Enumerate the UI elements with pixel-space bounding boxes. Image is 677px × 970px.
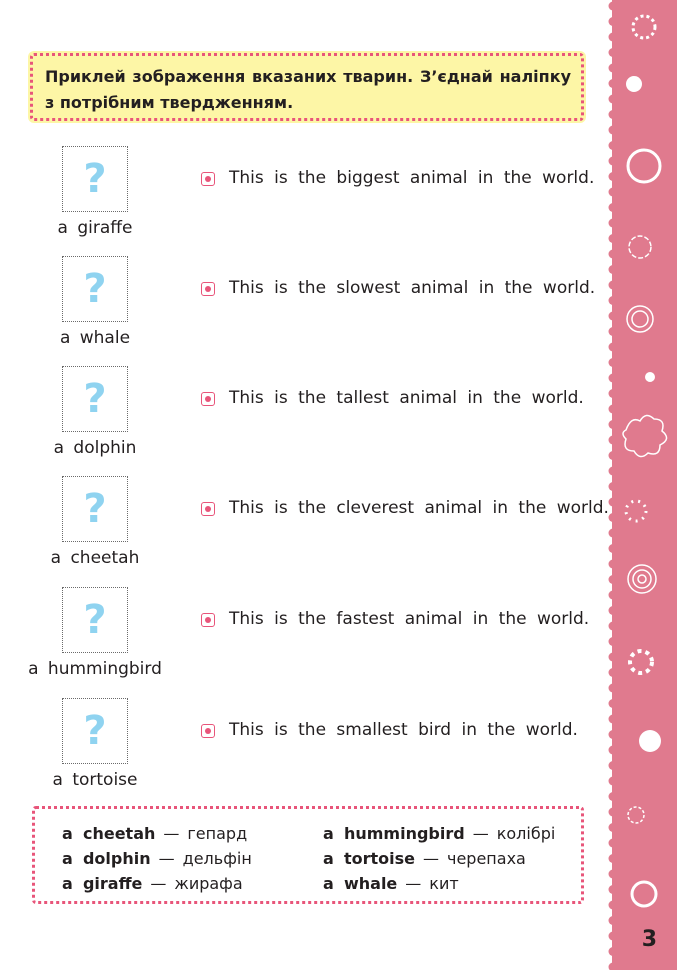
glossary-item (323, 846, 555, 871)
sticker-placeholder[interactable] (62, 256, 128, 322)
ring-icon (628, 150, 660, 182)
statement-text: This is the smallest bird in the world. (229, 720, 578, 740)
glossary-word: cheetah (82, 824, 156, 843)
glossary-translation: кит (429, 874, 459, 893)
decorative-circles (616, 0, 677, 970)
glossary-article: a (323, 824, 334, 843)
glossary-translation: жирафа (174, 874, 243, 893)
exercise-row (0, 146, 600, 256)
statement-text: This is the biggest animal in the world. (229, 168, 595, 188)
glossary-word: hummingbird (343, 824, 465, 843)
glossary-article: a (62, 824, 73, 843)
animal-name: a cheetah (50, 548, 140, 568)
question-mark-icon: ? (83, 486, 107, 532)
glossary-dash: — (405, 874, 422, 893)
glossary-translation: черепаха (447, 849, 526, 868)
animal-name: a dolphin (53, 438, 137, 458)
glossary-box (32, 806, 584, 904)
connection-point-icon[interactable] (201, 282, 215, 296)
sticker-placeholder[interactable] (62, 698, 128, 764)
statement-text: This is the tallest animal in the world. (229, 388, 584, 408)
animal-name: a giraffe (57, 218, 133, 238)
small-dot-icon (645, 372, 655, 382)
exercise-row (0, 698, 600, 808)
question-mark-icon: ? (83, 597, 107, 643)
dot-icon (626, 76, 642, 92)
double-ring-icon (627, 306, 653, 332)
connection-point-icon[interactable] (201, 172, 215, 186)
instruction-box: Приклей зображення вказаних тварин. З’єднай наліпку з потрібним твердженням. (30, 53, 584, 121)
question-mark-icon: ? (83, 266, 107, 312)
glossary-article: a (323, 849, 334, 868)
glossary-article: a (62, 874, 73, 893)
sticker-placeholder[interactable] (62, 366, 128, 432)
flower-ring-icon (629, 236, 651, 258)
animal-name: a whale (59, 328, 131, 348)
glossary-word: tortoise (343, 849, 415, 868)
dotted-circle-icon (626, 501, 646, 521)
question-mark-icon: ? (83, 708, 107, 754)
animal-name: a hummingbird (28, 659, 162, 679)
sticker-placeholder[interactable] (62, 476, 128, 542)
connection-point-icon[interactable] (201, 502, 215, 516)
glossary-translation: колібрі (496, 824, 556, 843)
connection-point-icon[interactable] (201, 613, 215, 627)
glossary-translation: гепард (187, 824, 248, 843)
glossary-item (323, 821, 555, 846)
statement-text: This is the slowest animal in the world. (229, 278, 596, 298)
glossary-article: a (62, 849, 73, 868)
glossary-translation: дельфін (182, 849, 252, 868)
dotted-ring-icon (633, 16, 655, 38)
page-number: 3 (641, 927, 657, 952)
exercise-row (0, 587, 600, 697)
dashed-ring-icon (630, 651, 652, 673)
glossary-word: giraffe (82, 874, 143, 893)
ring-bottom-icon (632, 882, 656, 906)
connection-point-icon[interactable] (201, 392, 215, 406)
glossary-word: dolphin (82, 849, 151, 868)
glossary-dash: — (163, 824, 180, 843)
glossary-word: whale (343, 874, 398, 893)
question-mark-icon: ? (83, 376, 107, 422)
statement-text: This is the cleverest animal in the world. (229, 498, 609, 518)
statement-text: This is the fastest animal in the world. (229, 609, 590, 629)
glossary-item (62, 871, 252, 896)
concentric-ring-icon (628, 565, 656, 593)
glossary-left-column (62, 821, 252, 896)
glossary-item (62, 821, 252, 846)
glossary-dash: — (150, 874, 167, 893)
filled-circle-icon (639, 730, 661, 752)
exercise-row (0, 366, 600, 476)
glossary-dash: — (423, 849, 439, 868)
exercise-row (0, 476, 609, 586)
exercise-row (0, 256, 600, 366)
connection-point-icon[interactable] (201, 724, 215, 738)
glossary-dash: — (158, 849, 175, 868)
glossary-article: a (323, 874, 334, 893)
glossary-item (323, 871, 555, 896)
glossary-right-column (323, 821, 555, 896)
animal-name: a tortoise (52, 770, 138, 790)
spiral-icon (628, 807, 644, 823)
sticker-placeholder[interactable] (62, 146, 128, 212)
question-mark-icon: ? (83, 156, 107, 202)
glossary-item (62, 846, 252, 871)
glossary-dash: — (472, 824, 489, 843)
blob-icon (623, 415, 667, 456)
sticker-placeholder[interactable] (62, 587, 128, 653)
